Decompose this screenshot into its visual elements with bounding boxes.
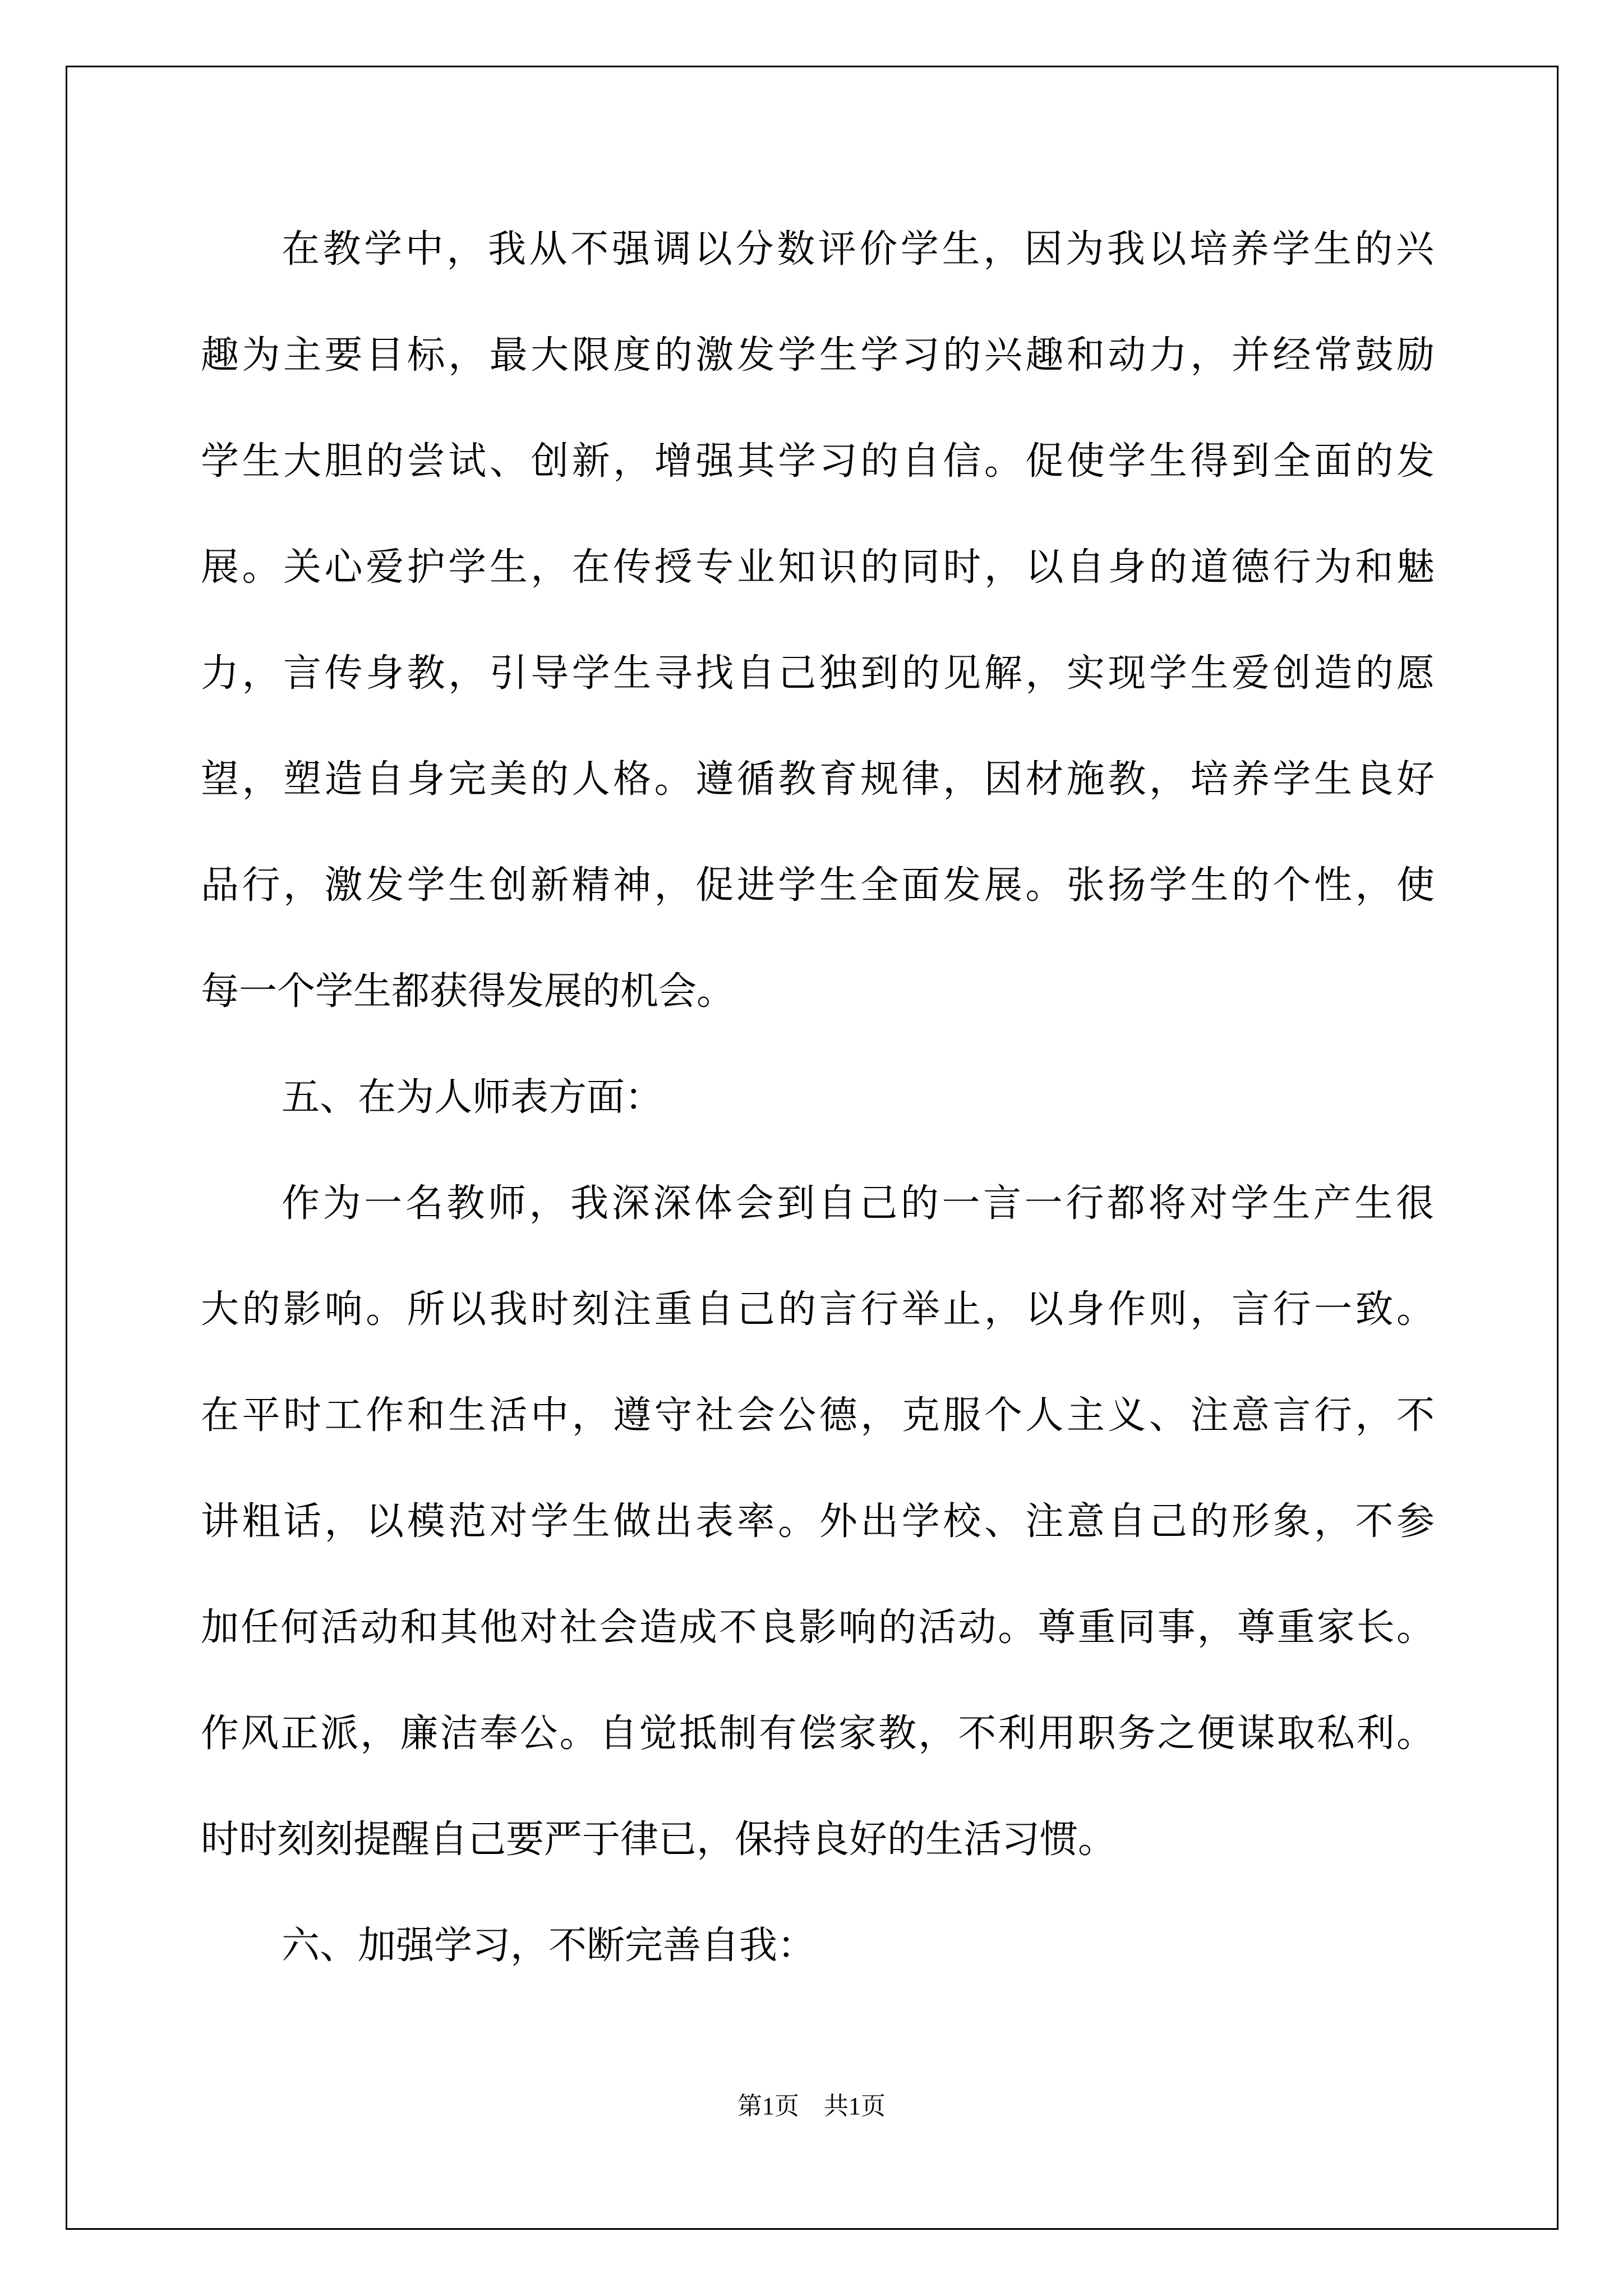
paragraph-line: 讲粗话，以模范对学生做出表率。外出学校、注意自己的形象，不参 bbox=[201, 1499, 1435, 1544]
paragraph-line: 每一个学生都获得发展的机会。 bbox=[201, 969, 735, 1014]
page-number-footer: 第1页 共1页 bbox=[737, 2092, 886, 2120]
paragraph-line: 作为一名教师，我深深体会到自己的一言一行都将对学生产生很 bbox=[282, 1181, 1434, 1226]
section-heading: 六、加强学习，不断完善自我： bbox=[282, 1924, 816, 1968]
paragraph-line: 品行，激发学生创新精神，促进学生全面发展。张扬学生的个性，使 bbox=[201, 863, 1435, 908]
paragraph-line: 在教学中，我从不强调以分数评价学生，因为我以培养学生的兴 bbox=[282, 227, 1434, 272]
paragraph-line: 作风正派，廉洁奉公。自觉抵制有偿家教，不利用职务之便谋取私利。 bbox=[201, 1711, 1435, 1756]
paragraph-line: 时时刻刻提醒自己要严于律已，保持良好的生活习惯。 bbox=[201, 1818, 1117, 1862]
section-heading: 五、在为人师表方面： bbox=[282, 1075, 663, 1120]
paragraph-line: 趣为主要目标，最大限度的激发学生学习的兴趣和动力，并经常鼓励 bbox=[201, 333, 1435, 378]
paragraph-line: 在平时工作和生活中，遵守社会公德，克服个人主义、注意言行，不 bbox=[201, 1393, 1435, 1438]
paragraph-line: 望，塑造自身完美的人格。遵循教育规律，因材施教，培养学生良好 bbox=[201, 757, 1435, 802]
paragraph-line: 展。关心爱护学生，在传授专业知识的同时，以自身的道德行为和魅 bbox=[201, 545, 1435, 590]
paragraph-line: 加任何活动和其他对社会造成不良影响的活动。尊重同事，尊重家长。 bbox=[201, 1605, 1435, 1650]
paragraph-line: 力，言传身教，引导学生寻找自己独到的见解，实现学生爱创造的愿 bbox=[201, 651, 1435, 696]
paragraph-line: 大的影响。所以我时刻注重自己的言行举止，以身作则，言行一致。 bbox=[201, 1287, 1435, 1332]
paragraph-line: 学生大胆的尝试、创新，增强其学习的自信。促使学生得到全面的发 bbox=[201, 439, 1435, 484]
